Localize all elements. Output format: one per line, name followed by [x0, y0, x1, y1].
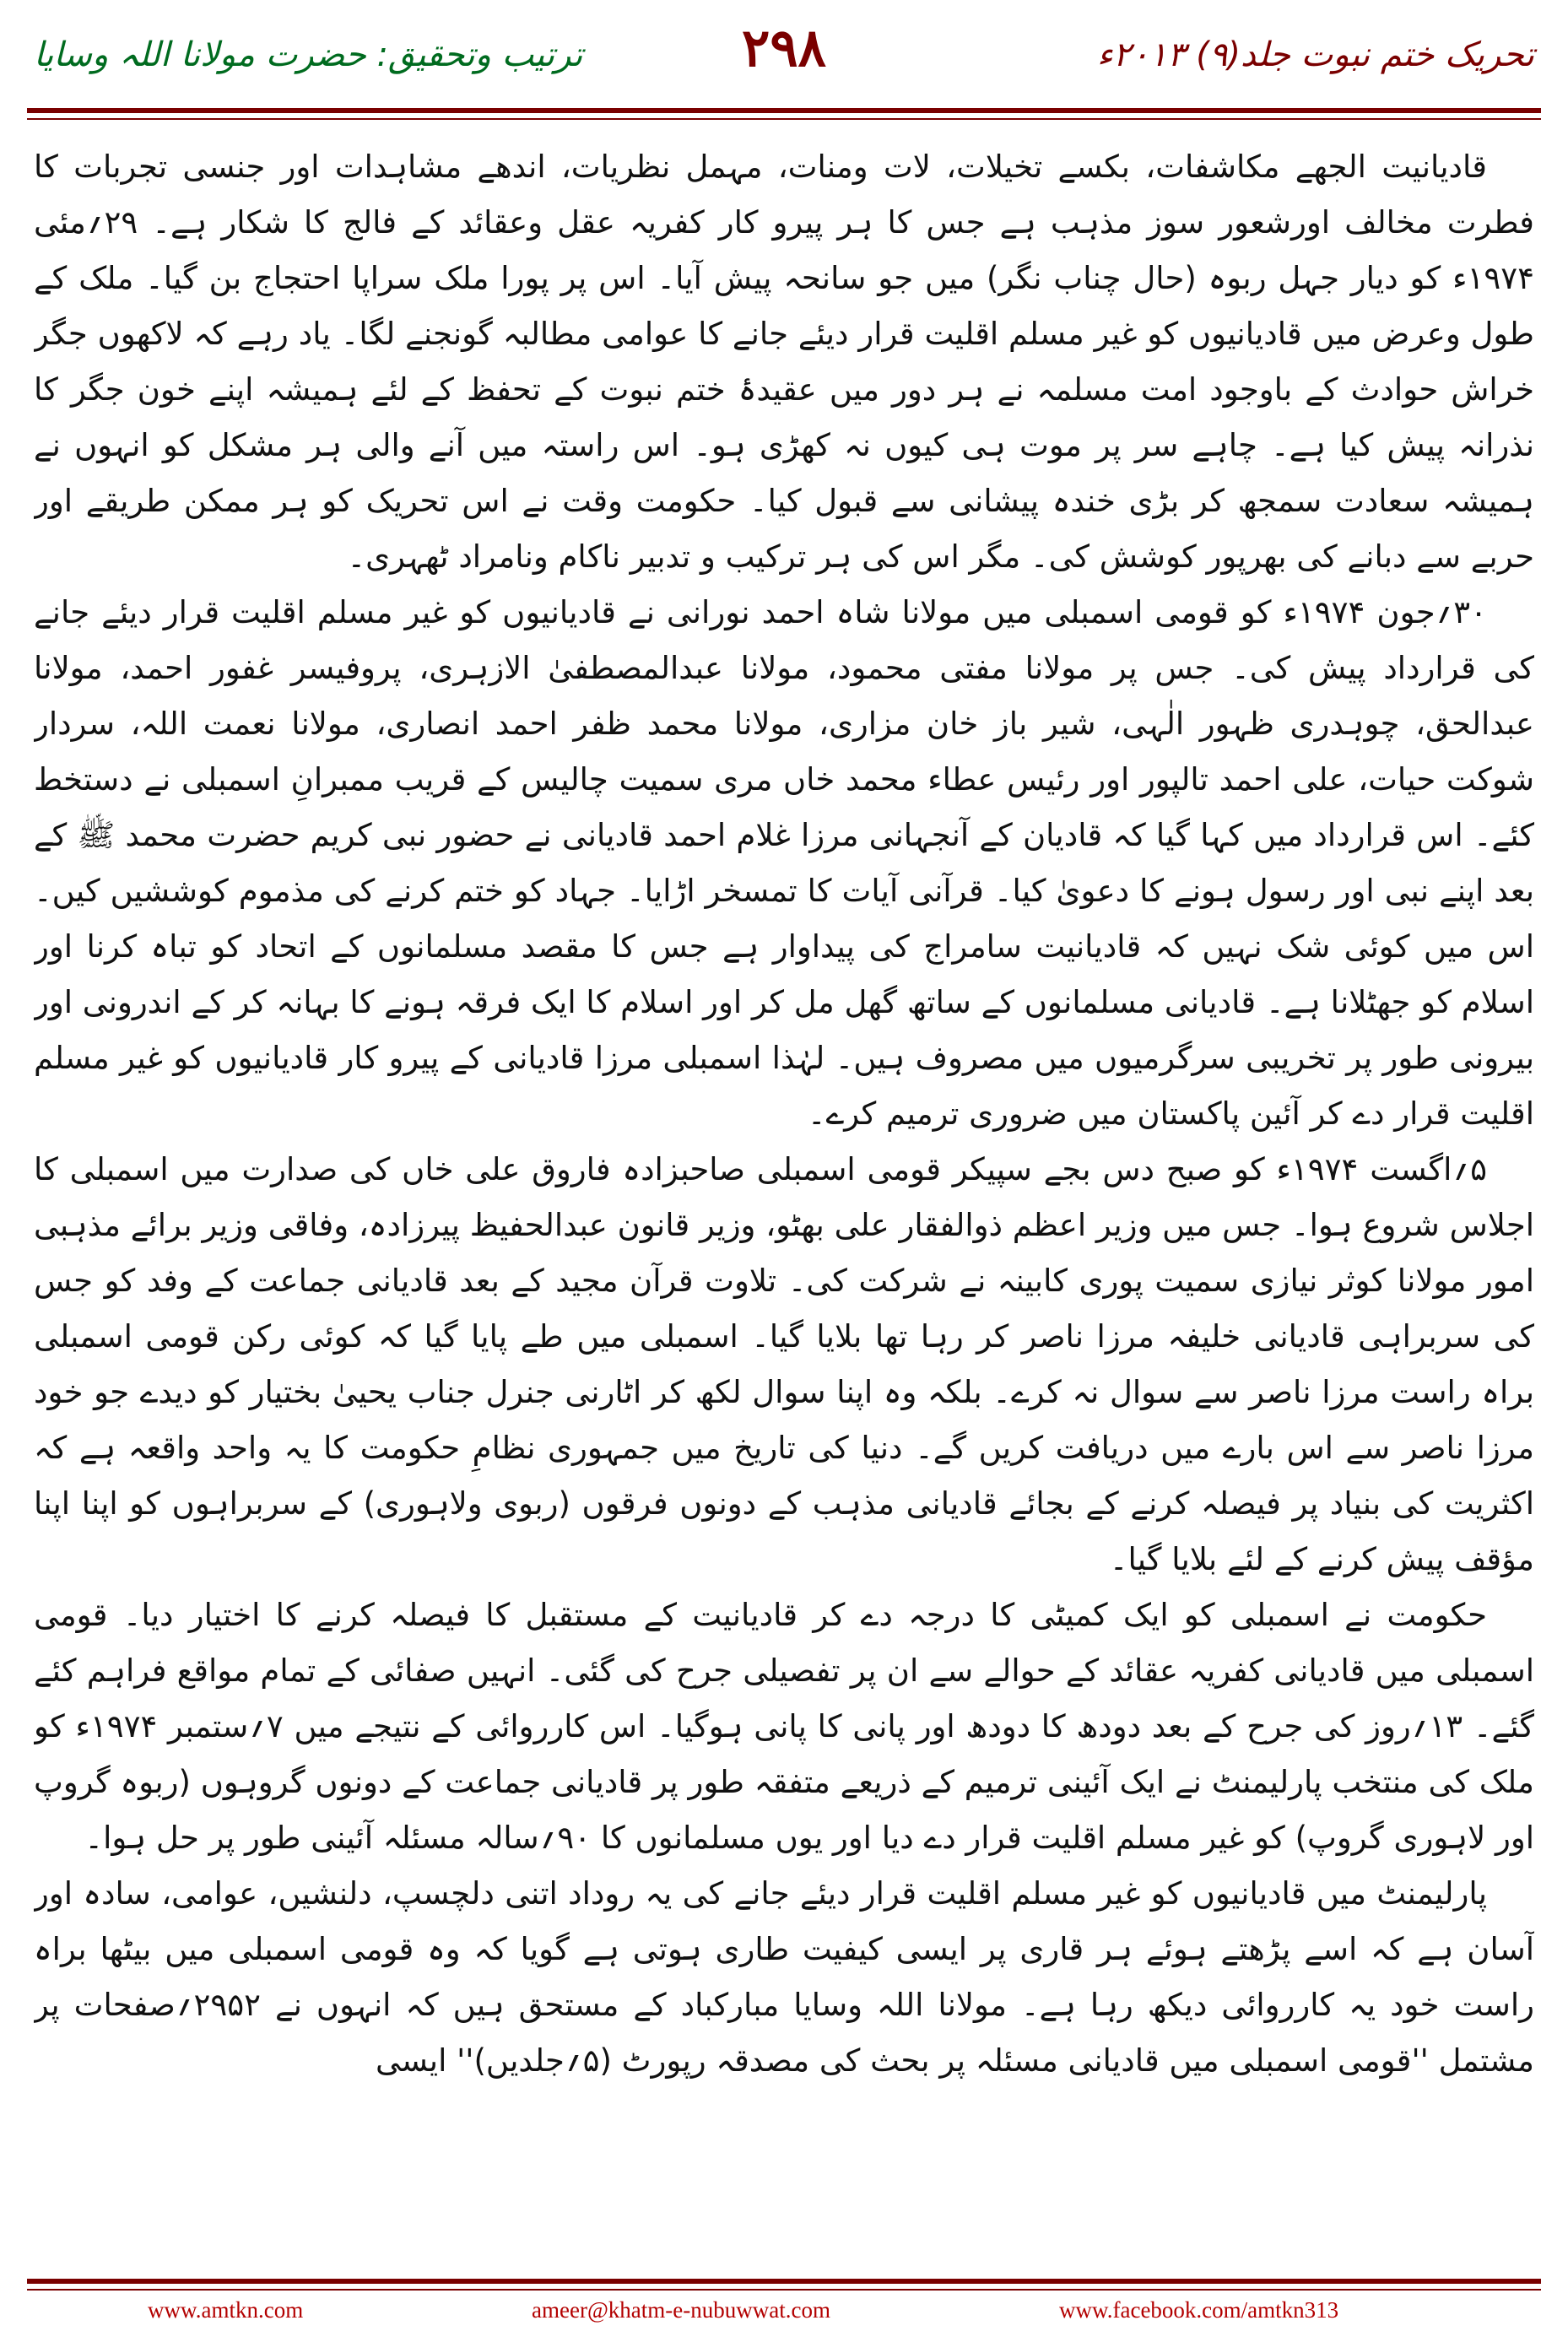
footer-divider — [27, 2279, 1541, 2291]
book-title: تحریک ختم نبوت جلد(۹) ۲۰۱۳ء — [1096, 35, 1534, 74]
paragraph: ۳۰؍جون ۱۹۷۴ء کو قومی اسمبلی میں مولانا شاہ احمد نورانی نے قادیانیوں کو غیر مسلم اقلیت قرار دیئے جانے کی قرارداد پیش کی۔ جس پر مولانا مفتی محمود، مولانا عبدالمصطفیٰ الازہری، پروفیسر غفور احمد، مولانا عبدالحق، چوہدری ظہور الٰہی، شیر باز خان مزاری، مولانا محمد ظفر احمد انصاری، مولانا نعمت اللہ، سردار شوکت حیات، علی احمد تالپور اور رئیس عطاء محمد خاں مری سمیت چالیس کے قریب ممبرانِ اسمبلی نے دستخط کئے۔ اس قرارداد میں کہا گیا کہ قادیان کے آنجہانی مرزا غلام احمد قادیانی نے حضور نبی کریم حضرت محمد ﷺ کے بعد اپنے نبی اور رسول ہونے کا دعویٰ کیا۔ قرآنی آیات کا تمسخر اڑایا۔ جہاد کو ختم کرنے کی مذموم کوششیں کیں۔ اس میں کوئی شک نہیں کہ قادیانیت سامراج کی پیداوار ہے جس کا مقصد مسلمانوں کے اتحاد کو تباہ کرنا اور اسلام کو جھٹلانا ہے۔ قادیانی مسلمانوں کے ساتھ گھل مل کر اور اسلام کا ایک فرقہ ہونے کا بہانہ کر کے اندرونی اور بیرونی طور پر تخریبی سرگرمیوں میں مصروف ہیں۔ لہٰذا اسمبلی مرزا قادیانی کے پیرو کار قادیانیوں کو غیر مسلم اقلیت قرار دے کر آئین پاکستان میں ضروری ترمیم کرے۔ — [34, 594, 1534, 1132]
page-footer — [0, 2297, 1568, 2331]
compiler-credit: ترتیب وتحقیق: حضرت مولانا اللہ وسایا — [34, 35, 583, 74]
article-body — [34, 139, 1534, 2266]
paragraph: قادیانیت الجھے مکاشفات، بکسے تخیلات، لات ومنات، مہمل نظریات، اندھے مشاہدات اور جنسی تجربات کا فطرت مخالف اورشعور سوز مذہب ہے جس کا ہر پیرو کار کفریہ عقل وعقائد کے فالج کا شکار ہے۔ ۲۹؍مئی ۱۹۷۴ء کو دیار جہل ربوہ (حال چناب نگر) میں جو سانحہ پیش آیا۔ اس پر پورا ملک سراپا احتجاج بن گیا۔ ملک کے طول وعرض میں قادیانیوں کو غیر مسلم اقلیت قرار دیئے جانے کا عوامی مطالبہ گونجنے لگا۔ یاد رہے کہ لاکھوں جگر خراش حوادث کے باوجود امت مسلمہ نے ہر دور میں عقیدۂ ختم نبوت کے تحفظ کے لئے ہمیشہ اپنے خون جگر کا نذرانہ پیش کیا ہے۔ چاہے سر پر موت ہی کیوں نہ کھڑی ہو۔ اس راستہ میں آنے والی ہر مشکل کو انہوں نے ہمیشہ سعادت سمجھ کر بڑی خندہ پیشانی سے قبول کیا۔ حکومت وقت نے اس تحریک کو ہر ممکن طریقے اور حربے سے دبانے کی بھرپور کوشش کی۔ مگر اس کی ہر ترکیب و تدبیر ناکام ونامراد ٹھہری۔ — [34, 149, 1534, 575]
header-divider — [27, 108, 1541, 120]
email-link[interactable]: ameer@khatm-e-nubuwwat.com — [532, 2297, 830, 2323]
paragraph: پارلیمنٹ میں قادیانیوں کو غیر مسلم اقلیت قرار دیئے جانے کی یہ روداد اتنی دلچسپ، دلنشیں، عوامی، سادہ اور آسان ہے کہ اسے پڑھتے ہوئے ہر قاری پر ایسی کیفیت طاری ہوتی ہے گویا کہ وہ قومی اسمبلی میں بیٹھا براہ راست خود یہ کارروائی دیکھ رہا ہے۔ مولانا اللہ وسایا مبارکباد کے مستحق ہیں کہ انہوں نے ۲۹۵۲؍صفحات پر مشتمل ''قومی اسمبلی میں قادیانی مسئلہ پر بحث کی مصدقہ رپورٹ (۵؍جلدیں)'' ایسی — [34, 1875, 1534, 2079]
page-number: ۲۹۸ — [742, 17, 826, 78]
paragraph: ۵؍اگست ۱۹۷۴ء کو صبح دس بجے سپیکر قومی اسمبلی صاحبزادہ فاروق علی خاں کی صدارت میں اسمبلی کا اجلاس شروع ہوا۔ جس میں وزیر اعظم ذوالفقار علی بھٹو، وزیر قانون عبدالحفیظ پیرزادہ، وفاقی وزیر برائے مذہبی امور مولانا کوثر نیازی سمیت پوری کابینہ نے شرکت کی۔ تلاوت قرآن مجید کے بعد قادیانی جماعت کے وفد کو جس کی سربراہی قادیانی خلیفہ مرزا ناصر کر رہا تھا بلایا گیا۔ اسمبلی میں طے پایا گیا کہ کوئی رکن قومی اسمبلی براہ راست مرزا ناصر سے سوال نہ کرے۔ بلکہ وہ اپنا سوال لکھ کر اٹارنی جنرل جناب یحییٰ بختیار کو دیدے جو خود مرزا ناصر سے اس بارے میں دریافت کریں گے۔ دنیا کی تاریخ میں جمہوری نظامِ حکومت کا یہ واحد واقعہ ہے کہ اکثریت کی بنیاد پر فیصلہ کرنے کے بجائے قادیانی مذہب کے دونوں فرقوں (ربوی ولاہوری) کے سربراہوں کو اپنا اپنا مؤقف پیش کرنے کے لئے بلایا گیا۔ — [34, 1151, 1534, 1577]
website-link[interactable]: www.amtkn.com — [148, 2297, 304, 2323]
facebook-link[interactable]: www.facebook.com/amtkn313 — [1059, 2297, 1339, 2323]
paragraph: حکومت نے اسمبلی کو ایک کمیٹی کا درجہ دے کر قادیانیت کے مستقبل کا فیصلہ کرنے کا اختیار دیا۔ قومی اسمبلی میں قادیانی کفریہ عقائد کے حوالے سے ان پر تفصیلی جرح کی گئی۔ انہیں صفائی کے تمام مواقع فراہم کئے گئے۔ ۱۳؍روز کی جرح کے بعد دودھ کا دودھ اور پانی کا پانی ہوگیا۔ اس کارروائی کے نتیجے میں ۷؍ستمبر ۱۹۷۴ء کو ملک کی منتخب پارلیمنٹ نے ایک آئینی ترمیم کے ذریعے متفقہ طور پر قادیانی جماعت کے دونوں گروہوں (ربوہ گروپ اور لاہوری گروپ) کو غیر مسلم اقلیت قرار دے دیا اور یوں مسلمانوں کا ۹۰؍سالہ مسئلہ آئینی طور پر حل ہوا۔ — [34, 1597, 1534, 1856]
